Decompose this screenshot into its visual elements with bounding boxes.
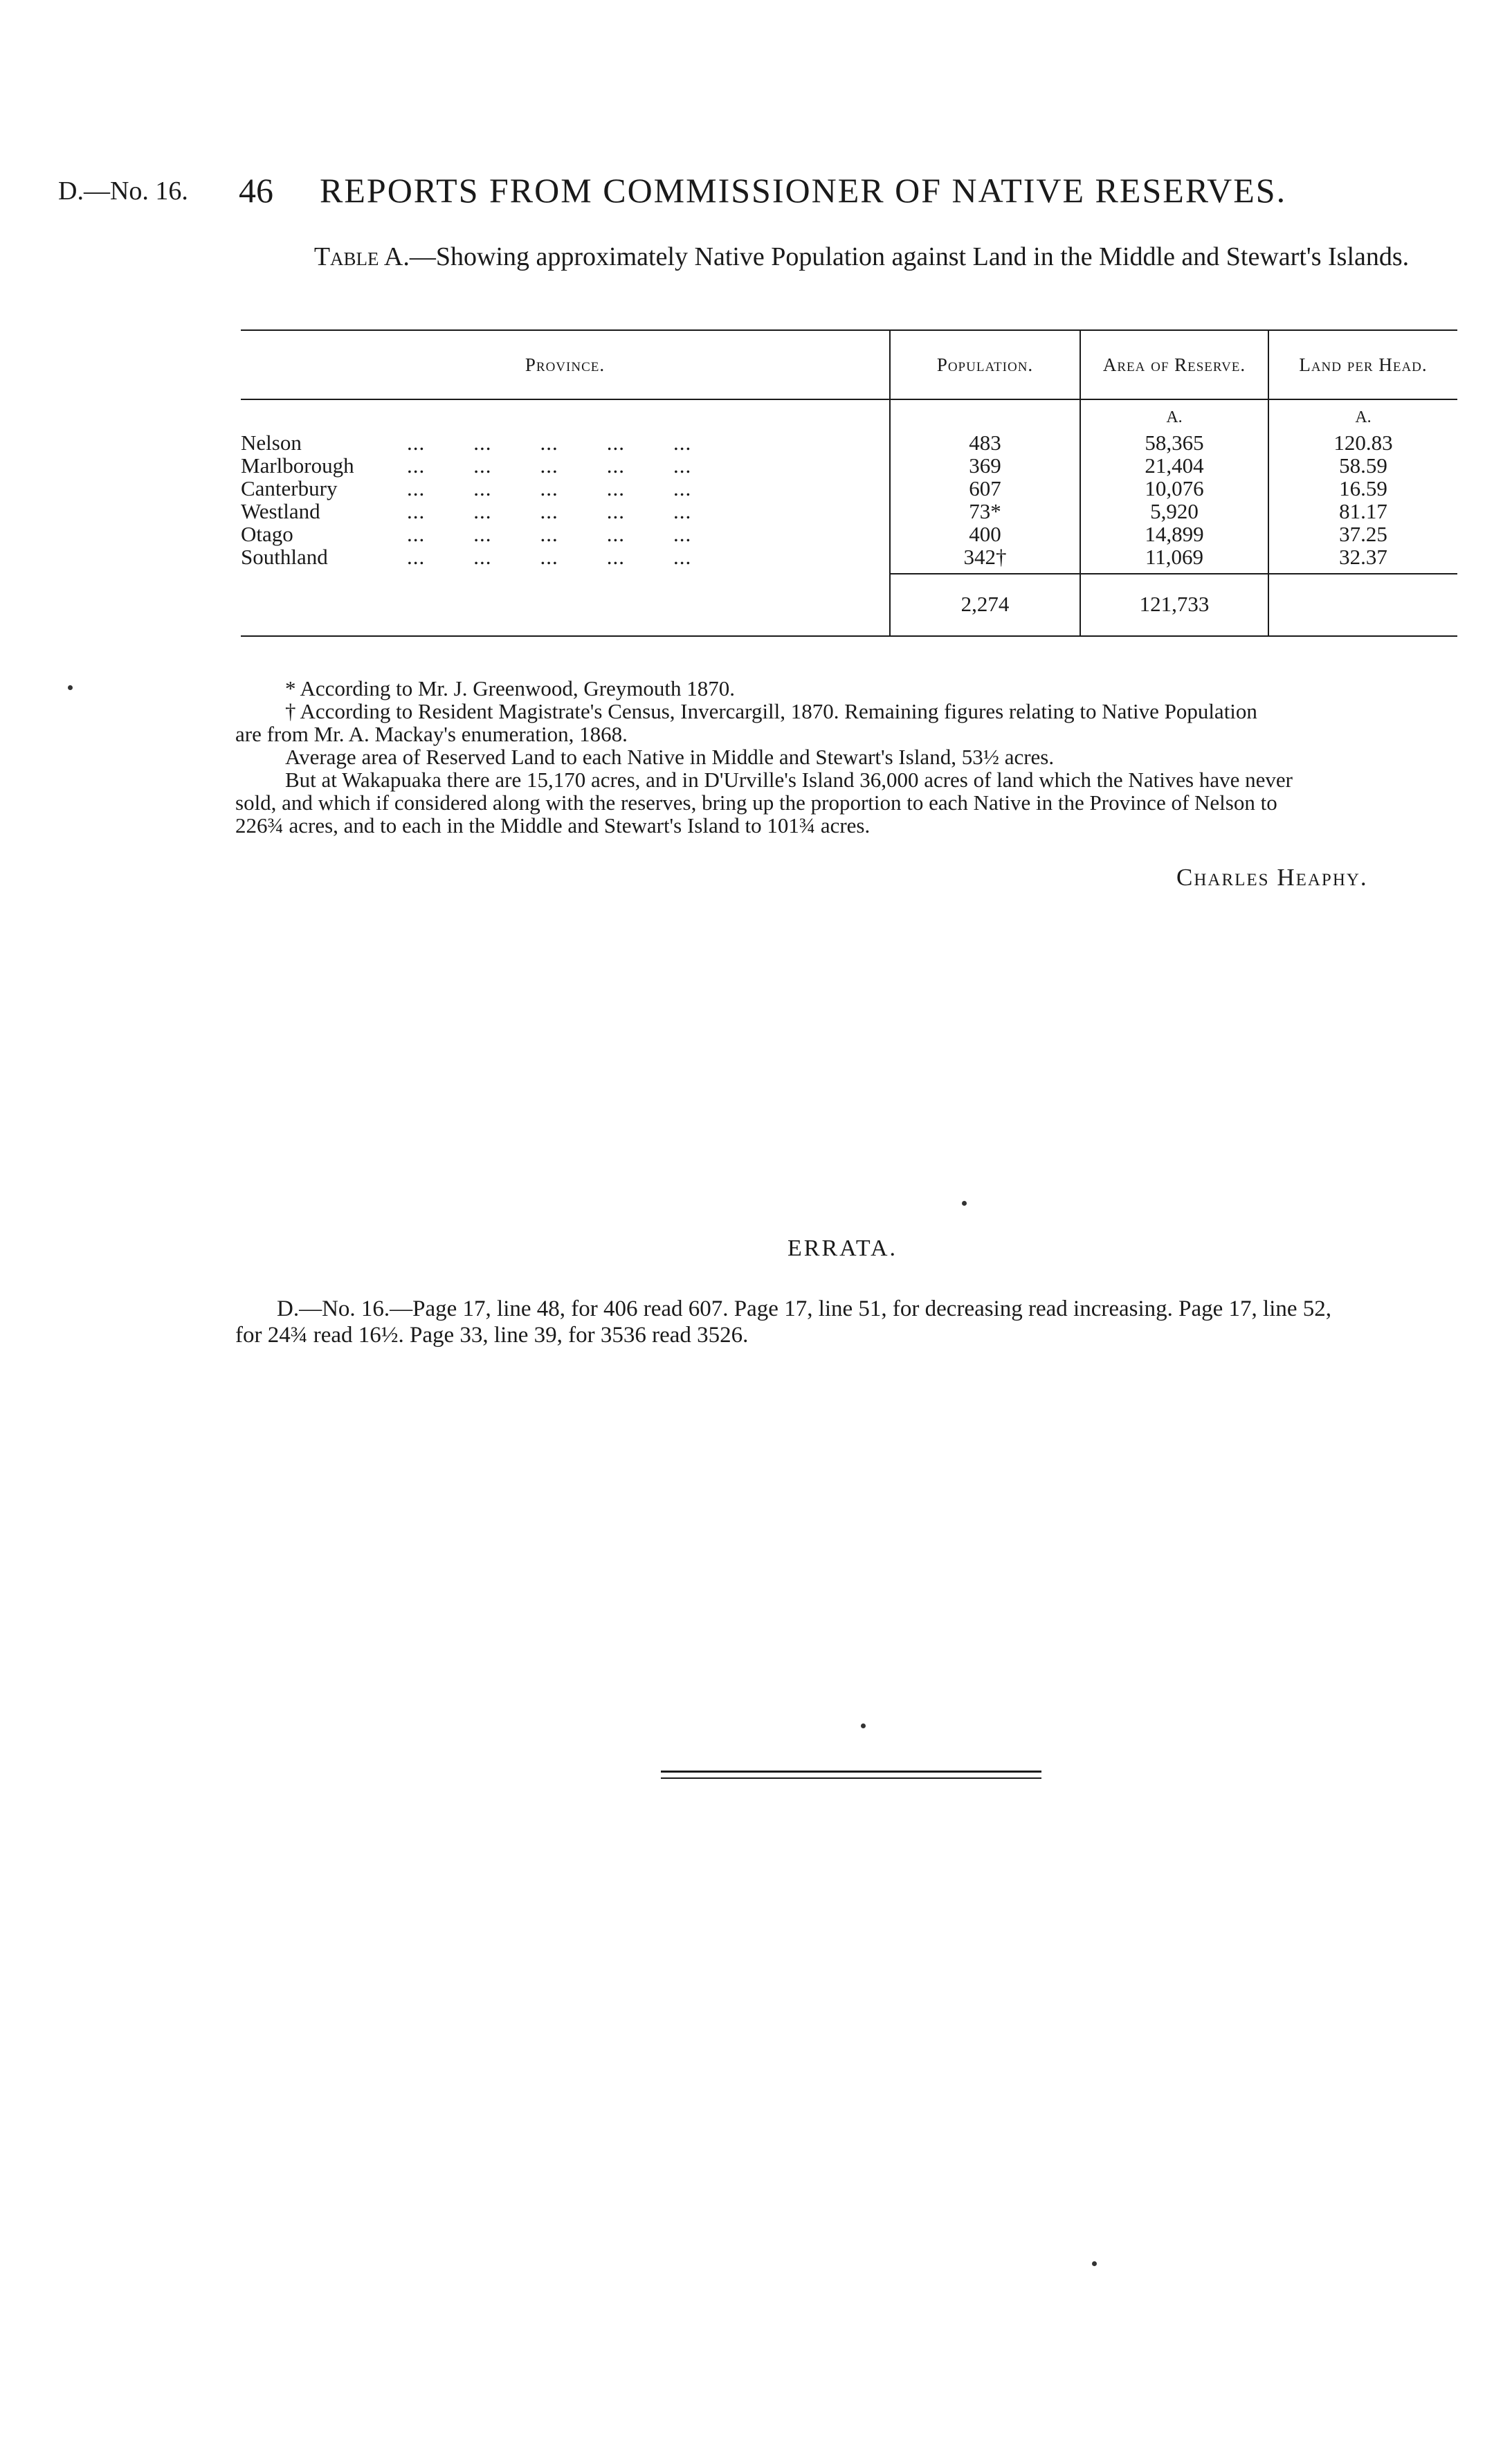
area-cell: 21,404	[1145, 453, 1204, 478]
page-number: 46	[239, 171, 273, 210]
total-area: 121,733	[1139, 592, 1210, 616]
errata-heading: ERRATA.	[787, 1235, 898, 1261]
province-cell: Nelson	[241, 431, 302, 455]
population-cell: 73*	[969, 499, 1001, 523]
area-cell: 14,899	[1145, 522, 1204, 546]
column-header-land-per-head: Land per Head.	[1299, 354, 1428, 375]
note-wakapuaka-cont: sold, and which if considered along with the reserves, bring up the proportion to each Native in the Province of Nelson to	[235, 790, 1277, 815]
column-header-area: Area of Reserve.	[1102, 354, 1246, 375]
land-per-head-cell: 32.37	[1339, 545, 1387, 569]
closing-rule-top	[661, 1771, 1041, 1773]
population-cell: 369	[969, 453, 1001, 478]
table-top-rule	[241, 329, 1457, 331]
province-cell: Westland	[241, 499, 320, 523]
province-cell: Otago	[241, 522, 293, 546]
dot-leader: ... ... ... ... ...	[407, 545, 692, 569]
document-reference: D.—No. 16.	[58, 176, 188, 206]
errata-body	[235, 1296, 1460, 1348]
speck	[68, 685, 73, 690]
table-caption-label: Table A.	[313, 242, 410, 271]
area-cell: 10,076	[1145, 476, 1204, 500]
signature: Charles Heaphy.	[1176, 864, 1368, 891]
footnote-greenwood: * According to Mr. J. Greenwood, Greymouth 1870.	[285, 676, 736, 700]
page-title: REPORTS FROM COMMISSIONER OF NATIVE RESERVES.	[320, 171, 1287, 210]
province-cell: Canterbury	[241, 476, 338, 500]
closing-rule-bottom	[661, 1777, 1041, 1779]
footnote-census: † According to Resident Magistrate's Census, Invercargill, 1870. Remaining figures relating to Native Population	[285, 699, 1257, 723]
land-per-head-cell: 81.17	[1339, 499, 1387, 523]
unit-land-per-head: A.	[1355, 408, 1372, 426]
land-per-head-cell: 120.83	[1333, 431, 1393, 455]
table-caption-text: —Showing approximately Native Population against Land in the Middle and Stewart's Islands.	[409, 242, 1410, 271]
speck	[962, 1201, 967, 1206]
area-cell: 5,920	[1150, 499, 1199, 523]
dot-leader: ... ... ... ... ...	[407, 476, 692, 500]
totals-rule	[889, 573, 1457, 574]
province-cell: Marlborough	[241, 453, 354, 478]
land-per-head-cell: 37.25	[1339, 522, 1387, 546]
table-bottom-rule	[241, 635, 1457, 637]
speck	[1092, 2261, 1097, 2266]
land-per-head-cell: 16.59	[1339, 476, 1387, 500]
speck	[861, 1723, 866, 1728]
total-population: 2,274	[960, 592, 1010, 616]
column-header-province: Province.	[525, 354, 605, 375]
population-cell: 342†	[963, 545, 1007, 569]
note-average-area: Average area of Reserved Land to each Native in Middle and Stewart's Island, 53½ acres.	[285, 745, 1055, 769]
header-bottom-rule	[241, 399, 1457, 400]
population-cell: 400	[969, 522, 1001, 546]
note-wakapuaka-end: 226¾ acres, and to each in the Middle and Stewart's Island to 101¾ acres.	[235, 813, 871, 838]
province-cell: Southland	[241, 545, 328, 569]
errata-line: D.—No. 16.—Page 17, line 48, for 406 read 607. Page 17, line 51, for decreasing read increasing. Page 17, line 52,	[277, 1296, 1332, 1321]
area-cell: 58,365	[1145, 431, 1204, 455]
unit-area: A.	[1166, 408, 1183, 426]
note-wakapuaka: But at Wakapuaka there are 15,170 acres, and in D'Urville's Island 36,000 acres of land which the Natives have never	[285, 768, 1293, 792]
dot-leader: ... ... ... ... ...	[407, 453, 692, 478]
column-header-population: Population.	[936, 354, 1034, 375]
land-per-head-cell: 58.59	[1339, 453, 1387, 478]
table-caption	[263, 242, 1460, 271]
dot-leader: ... ... ... ... ...	[407, 522, 692, 546]
population-cell: 483	[969, 431, 1001, 455]
errata-line: for 24¾ read 16½. Page 33, line 39, for 3536 read 3526.	[235, 1323, 749, 1348]
footnote-census-cont: are from Mr. A. Mackay's enumeration, 1868.	[235, 722, 628, 746]
population-cell: 607	[969, 476, 1001, 500]
dot-leader: ... ... ... ... ...	[407, 499, 692, 523]
dot-leader: ... ... ... ... ...	[407, 431, 692, 455]
area-cell: 11,069	[1145, 545, 1204, 569]
